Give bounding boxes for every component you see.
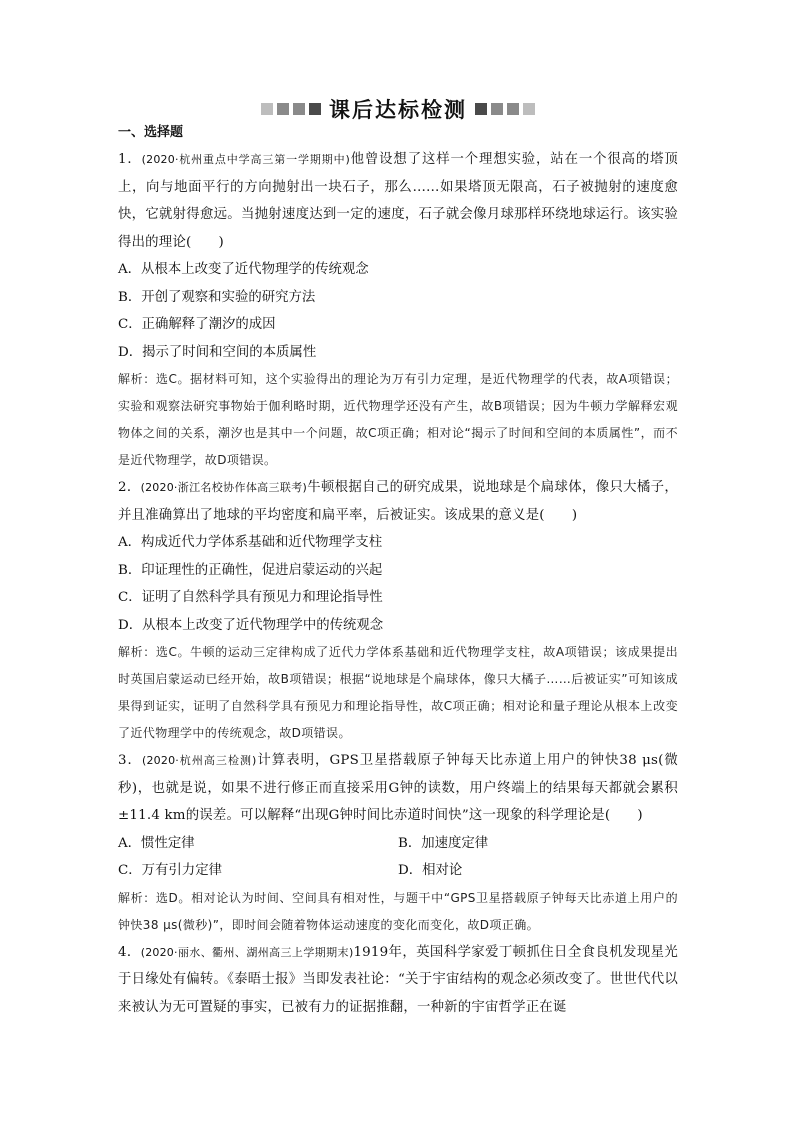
option: B．印证理性的正确性，促进启蒙运动的兴起 — [118, 562, 383, 578]
question-source: (2020·丽水、衢州、湖州高三上学期期末) — [140, 945, 354, 959]
question-source: (2020·杭州重点中学高三第一学期期中) — [141, 153, 350, 166]
option: D．从根本上改变了近代物理学中的传统观念 — [118, 617, 384, 633]
question-4: 4．(2020·丽水、衢州、湖州高三上学期期末)1919年，英国科学家爱丁顿抓住日全食良机发现星光于日缘处有偏转。《泰晤士报》当即发表社论：“关于宇宙结构的观念必须改变了。世世代代以来被认为无可置疑的事实，已被有力的证据推翻，一种新的宇宙哲学正在诞 — [118, 944, 678, 1015]
option: A．从根本上改变了近代物理学的传统观念 — [118, 262, 369, 277]
question-1: 1．(2020·杭州重点中学高三第一学期期中)他曾设想了这样一个理想实验，站在一个很高的塔顶上，向与地面平行的方向抛射出一块石子，那么……如果塔顶无限高，石子被抛射的速度愈快，它就射得愈远。当抛射速度达到一定的速度，石子就会像月球那样环绕地球运行。该实验得出的理论( ) — [118, 152, 678, 250]
question-3: 3．(2020·杭州高三检测)计算表明，GPS卫星搭载原子钟每天比赤道上用户的钟快38 μs(微秒)，也就是说，如果不进行修正而直接采用G钟的读数，用户终端上的结果每天都就会累积±11.4 km的误差。可以解释“出现G钟时间比赤道时间快”这一现象的科学理论是( ) — [118, 753, 678, 823]
question-source: (2020·杭州高三检测) — [141, 754, 257, 767]
analysis: 解析：选D。相对论认为时间、空间具有相对性，与题干中“GPS卫星搭载原子钟每天比赤道上用户的钟快38 μs(微秒)”，即时间会随着物体运动速度的变化而变化，故D项正确。 — [118, 890, 678, 932]
option: D．相对论 — [398, 863, 463, 878]
question-source: (2020·浙江名校协作体高三联考) — [140, 481, 308, 494]
section-heading: 一、选择题 — [118, 125, 184, 140]
option-row — [118, 857, 678, 885]
option: C．万有引力定律 — [118, 863, 222, 878]
page-title: 课后达标检测 — [329, 98, 467, 122]
option: A．惯性定律 — [118, 835, 195, 851]
option: B．加速度定律 — [398, 835, 489, 851]
option: A．构成近代力学体系基础和近代物理学支柱 — [118, 535, 383, 550]
option: C．证明了自然科学具有预见力和理论指导性 — [118, 590, 383, 605]
document-page — [118, 96, 678, 1021]
title-decoration-left — [261, 103, 321, 115]
analysis: 解析：选C。牛顿的运动三定律构成了近代力学体系基础和近代物理学支柱，故A项错误；该成果提出时英国启蒙运动已经开始，故B项错误；根据“说地球是个扁球体，像只大橘子……后被证实”可知该成果得到证实，证明了自然科学具有预见力和理论指导性，故C项正确；相对论和量子理论从根本上改变了近代物理学中的传统观念，故D项错误。 — [118, 645, 678, 740]
option: C．正确解释了潮汐的成因 — [118, 317, 276, 332]
question-2: 2．(2020·浙江名校协作体高三联考)牛顿根据自己的研究成果，说地球是个扁球体，像只大橘子，并且准确算出了地球的平均密度和扁平率，后被证实。该成果的意义是( ) — [118, 480, 678, 523]
option: D．揭示了时间和空间的本质属性 — [118, 344, 317, 360]
analysis: 解析：选C。据材料可知，这个实验得出的理论为万有引力定理，是近代物理学的代表，故A项错误；实验和观察法研究事物始于伽利略时期，近代物理学还没有产生，故B项错误；因为牛顿力学解释宏观物体之间的关系，潮汐也是其中一个问题，故C项正确；相对论“揭示了时间和空间的本质属性”，而不是近代物理学，故D项错误。 — [118, 372, 678, 467]
title-decoration-right — [475, 103, 535, 115]
title-bar — [118, 96, 678, 122]
option: B．开创了观察和实验的研究方法 — [118, 289, 316, 305]
option-row — [118, 830, 678, 858]
